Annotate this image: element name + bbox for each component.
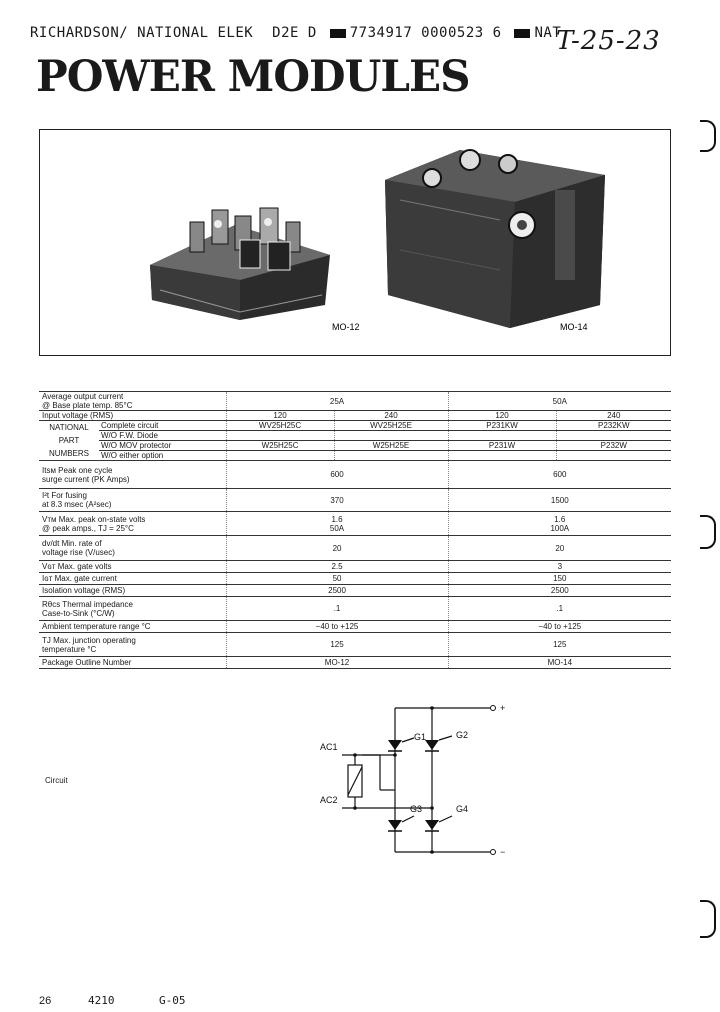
label-g1: G1	[414, 732, 427, 742]
mo14-module-image	[385, 150, 605, 328]
table-row-tj: TJ Max. junction operating temperature °C 125 125	[39, 633, 671, 657]
header-numbers: 7734917 0000523 6	[349, 25, 502, 41]
label-plus: +	[500, 703, 506, 713]
table-row-part-complete: NATIONAL PART NUMBERS Complete circuit WV25H25C WV25H25E P231KW P232KW	[39, 421, 671, 431]
page-title: POWER MODULES	[36, 52, 470, 102]
table-row-dvdt: dv/dt Min. rate of voltage rise (V/usec) 20 20	[39, 536, 671, 561]
mo12-module-image	[150, 208, 330, 320]
header-line	[30, 25, 561, 41]
binder-mark-middle	[700, 515, 716, 549]
binder-mark-top	[700, 120, 716, 152]
table-row-thermal: Rθcs Thermal impedance Case-to-Sink (°C/W) .1 .1	[39, 597, 671, 621]
product-photo-box	[39, 129, 671, 356]
footer-number-2: G-05	[159, 994, 186, 1007]
circuit-label: Circuit	[45, 776, 68, 785]
binder-mark-bottom	[700, 900, 716, 938]
header-block-mark-2	[514, 29, 530, 38]
circuit-diagram	[310, 700, 520, 860]
table-row-input-voltage: Input voltage (RMS) 120 240 120 240	[39, 411, 671, 421]
label-g4: G4	[456, 804, 469, 814]
table-row-igt: Iɢт Max. gate current 50 150	[39, 573, 671, 585]
label-ac1: AC1	[320, 742, 338, 752]
page-number: 26	[39, 995, 52, 1007]
caption-mo12: MO-12	[332, 322, 360, 332]
table-row-vtm: Vтм Max. peak on-state volts @ peak amps., TJ = 25°C 1.6 50A 1.6 100A	[39, 512, 671, 536]
table-row-isolation: Isolation voltage (RMS) 2500 2500	[39, 585, 671, 597]
handwritten-code: T-25-23	[556, 26, 661, 56]
header-suffix: NAT	[534, 25, 562, 41]
label-ac2: AC2	[320, 795, 338, 805]
table-row-part-wo-diode: W/O F.W. Diode	[39, 431, 671, 441]
table-row-vgt: Vɢт Max. gate volts 2.5 3	[39, 561, 671, 573]
label-g2: G2	[456, 730, 469, 740]
footer-number-1: 4210	[88, 994, 115, 1007]
label-minus: −	[500, 847, 506, 857]
header-company: RICHARDSON/ NATIONAL ELEK	[30, 25, 254, 41]
table-row-i2t: I²t For fusing at 8.3 msec (A²sec) 370 1500	[39, 489, 671, 512]
table-row-avg-current: Average output current @ Base plate temp. 85°C 25A 50A	[39, 392, 671, 411]
label-g3: G3	[410, 804, 423, 814]
spec-table	[39, 391, 671, 669]
table-row-part-wo-mov: W/O MOV protector W25H25C W25H25E P231W P232W	[39, 441, 671, 451]
table-row-package: Package Outline Number MO-12 MO-14	[39, 657, 671, 669]
table-row-itsm: Itsм Peak one cycle surge current (PK Amps) 600 600	[39, 461, 671, 489]
table-row-ambient: Ambient temperature range °C −40 to +125 −40 to +125	[39, 621, 671, 633]
header-code: D2E D	[272, 25, 317, 41]
caption-mo14: MO-14	[560, 322, 588, 332]
table-row-part-wo-either: W/O either option	[39, 451, 671, 461]
product-photos	[40, 130, 672, 357]
header-block-mark	[330, 29, 346, 38]
